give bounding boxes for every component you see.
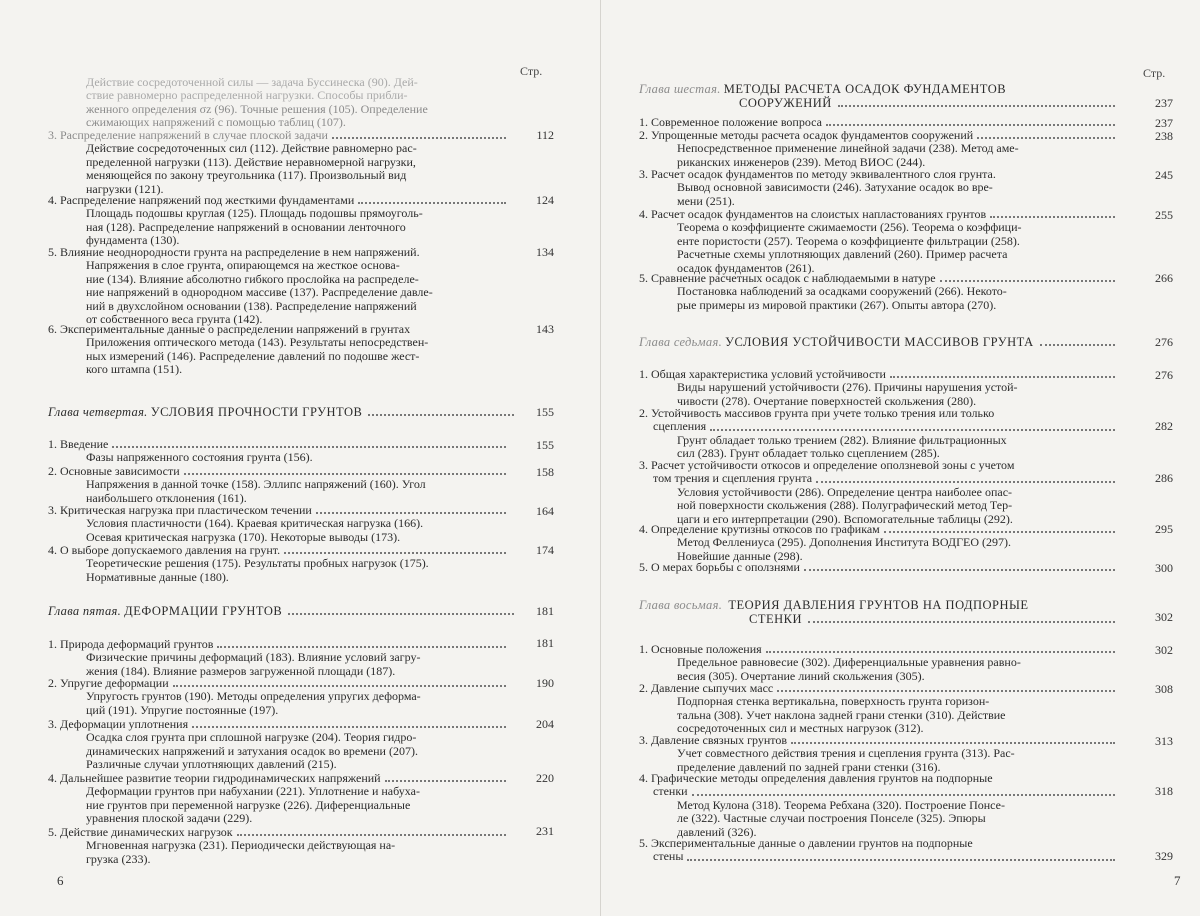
entry-title: 6. Экспериментальные данные о распределении напряжений в грунтах [48, 322, 411, 336]
entry-title-cont: сцепления [653, 419, 707, 434]
page-ref: 286 [1155, 471, 1173, 485]
entry-description: от собственного веса грунта (142). [86, 312, 263, 327]
entry-description: Непосредственное применение линейной задачи (238). Метод аме- [677, 141, 1019, 156]
entry-title: 4. Дальнейшее развитие теории гидродинамических напряжений [48, 771, 381, 785]
chapter-label: Глава шестая. [639, 82, 721, 96]
chapter-label: Глава седьмая. [639, 335, 723, 349]
entry-description: Учет совместного действия трения и сцепления грунта (313). Рас- [677, 746, 1015, 761]
entry-description: кого штампа (151). [86, 362, 183, 377]
entry-description: Осадка слоя грунта при сплошной нагрузке (204). Теория гидро- [86, 730, 417, 745]
chapter-title-cont: СООРУЖЕНИЙ [739, 96, 832, 110]
entry-description: жения (184). Влияние размеров загруженной площади (187). [86, 663, 396, 678]
toc-entry [48, 323, 510, 377]
chapter-title-cont: СТЕНКИ [749, 612, 802, 626]
entry-title: 4. Определение крутизны откосов по графикам [639, 522, 880, 536]
entry-description: ле (322). Частные случаи построения Понселе (325). Эпюры [677, 811, 986, 826]
entry-description: весия (305). Очертание линий скольжения (305). [677, 668, 925, 683]
page-ref: 329 [1155, 849, 1173, 863]
entry-description: Метод Феллениуса (295). Дополнения Института ВОДГЕО (297). [677, 535, 1012, 550]
entry-title: 2. Упругие деформации [48, 676, 169, 690]
toc-entry-continuation [48, 76, 510, 130]
page-ref: 302 [1155, 643, 1173, 657]
entry-description: меняющейся по закону треугольника (117). Произвольный вид [86, 168, 407, 183]
entry-title: 4. О выборе допускаемого давления на грунт. [48, 543, 281, 557]
entry-description: Новейшие данные (298). [677, 548, 803, 563]
chapter-label: Глава восьмая. [639, 598, 723, 612]
entry-description: ние напряжений в однородном массиве (137). Распределение давле- [86, 285, 433, 300]
entry-description: чивости (278). Очертание поверхностей скольжения (280). [677, 393, 977, 408]
entry-description: Деформации грунтов при набухании (221). Уплотнение и набуха- [86, 784, 420, 799]
entry-title: 5. О мерах борьбы с оползнями [639, 560, 800, 574]
entry-description: Условия устойчивости (286). Определение центра наиболее опас- [677, 484, 1013, 499]
page-ref: 266 [1155, 271, 1173, 285]
entry-description: осадок фундаментов (261). [677, 260, 815, 275]
entry-description: ний в двухслойном основании (138). Распределение напряжений [86, 298, 417, 313]
entry-description: Вывод основной зависимости (246). Затухание осадок во вре- [677, 180, 993, 195]
page-ref: 318 [1155, 784, 1173, 798]
entry-description: пределенной нагрузки (113). Действие неравномерной нагрузки, [86, 154, 416, 169]
entry-description: наибольшего отклонения (161). [86, 490, 247, 505]
entry-description: ние (134). Влияние абсолютно гибкого прослойка на распределе- [86, 271, 419, 286]
entry-description: сил (283). Грунт обладает только сцеплением (285). [677, 446, 940, 461]
entry-description: сжимающих напряжений с помощью таблиц (107). [86, 115, 346, 130]
entry-title: 5. Сравнение расчетных осадок с наблюдаемыми в натуре [639, 271, 936, 285]
entry-title: 1. Природа деформаций грунтов [48, 637, 214, 651]
page-ref: 124 [536, 193, 554, 207]
toc-entry [48, 504, 510, 544]
page-ref: 112 [536, 128, 554, 142]
entry-description: давлений (326). [677, 824, 757, 839]
entry-description: риканских инженеров (239). Метод ВИОС (244). [677, 154, 926, 169]
toc-entry [48, 638, 510, 678]
str-column-label: Стр. [520, 64, 543, 78]
chapter-title: ДЕФОРМАЦИИ ГРУНТОВ [124, 604, 283, 618]
entry-description: Теорема о коэффициенте сжимаемости (256). Теорема о коэффици- [677, 220, 1022, 235]
entry-title-cont: стенки [653, 784, 688, 799]
page-ref: 302 [1155, 610, 1173, 624]
toc-entry [48, 194, 510, 248]
entry-description: фундамента (130). [86, 233, 180, 248]
toc-entry [639, 523, 1119, 563]
page-ref: 190 [536, 676, 554, 690]
entry-description: Грунт обладает только трением (282). Влияние фильтрационных [677, 432, 1007, 447]
toc-entry [48, 718, 510, 772]
entry-title: 2. Основные зависимости [48, 464, 180, 478]
chapter-title: ТЕОРИЯ ДАВЛЕНИЯ ГРУНТОВ НА ПОДПОРНЫЕ [728, 598, 1029, 612]
entry-title: 1. Основные положения [639, 642, 762, 656]
entry-description: Подпорная стенка вертикальна, поверхность грунта горизон- [677, 694, 990, 709]
entry-title: 3. Критическая нагрузка при пластическом течении [48, 503, 312, 517]
toc-entry [639, 459, 1119, 526]
entry-description: рые примеры из мировой практики (267). Опыты автора (270). [677, 297, 997, 312]
entry-description: Упругость грунтов (190). Методы определения упругих деформа- [86, 689, 421, 704]
page-ref: 237 [1155, 116, 1173, 130]
entry-title: 4. Распределение напряжений под жесткими фундаментами [48, 193, 355, 207]
chapter-title: УСЛОВИЯ УСТОЙЧИВОСТИ МАССИВОВ ГРУНТА [725, 335, 1034, 349]
entry-title: 2. Устойчивость массивов грунта при учете только трения или только [639, 406, 995, 420]
entry-description: Действие сосредоточенных сил (112). Действие равномерно рас- [86, 141, 417, 156]
toc-entry [48, 465, 510, 505]
entry-title-cont: стены [653, 849, 684, 864]
page-ref: 245 [1155, 168, 1173, 182]
entry-title: 4. Расчет осадок фундаментов на слоистых напластованиях грунтов [639, 207, 987, 221]
chapter-title: УСЛОВИЯ ПРОЧНОСТИ ГРУНТОВ [150, 405, 363, 419]
toc-entry [639, 772, 1119, 839]
page-ref: 237 [1155, 96, 1173, 110]
page-ref: 204 [536, 717, 554, 731]
entry-description: Метод Кулона (318). Теорема Ребхана (320). Построение Понсе- [677, 797, 1005, 812]
chapter-title: МЕТОДЫ РАСЧЕТА ОСАДОК ФУНДАМЕНТОВ [723, 82, 1007, 96]
chapter-heading [639, 335, 1119, 349]
entry-title: 3. Деформации уплотнения [48, 717, 189, 731]
page-ref: 158 [536, 465, 554, 479]
toc-entry [639, 272, 1119, 312]
chapter-heading [48, 604, 518, 618]
entry-description: Постановка наблюдений за осадками сооружений (266). Некото- [677, 284, 1007, 299]
toc-entry [639, 682, 1119, 736]
toc-entry [48, 826, 510, 866]
entry-title: 4. Графические методы определения давления грунтов на подпорные [639, 771, 993, 785]
toc-entry [48, 677, 510, 717]
entry-description: Расчетные схемы уплотняющих давлений (260). Пример расчета [677, 247, 1008, 262]
chapter-heading [639, 598, 1119, 626]
entry-description: Напряжения в слое грунта, опирающемся на жесткое основа- [86, 258, 400, 273]
page-ref: 255 [1155, 208, 1173, 222]
page-ref: 164 [536, 504, 554, 518]
entry-description: Осевая критическая нагрузка (170). Некоторые выводы (173). [86, 529, 401, 544]
toc-entry [48, 772, 510, 826]
entry-description: мени (251). [677, 193, 735, 208]
toc-entry [48, 438, 510, 465]
entry-description: Напряжения в данной точке (158). Эллипс напряжений (160). Угол [86, 477, 426, 492]
chapter-heading [48, 405, 518, 419]
chapter-label: Глава пятая. [48, 604, 122, 618]
page-ref: 238 [1155, 129, 1173, 143]
page-ref: 276 [1155, 335, 1173, 349]
entry-description: Условия пластичности (164). Краевая критическая нагрузка (166). [86, 516, 424, 531]
page-ref: 308 [1155, 682, 1173, 696]
entry-description: Нормативные данные (180). [86, 569, 229, 584]
page-ref: 282 [1155, 419, 1173, 433]
page-ref: 155 [536, 438, 554, 452]
page-ref: 300 [1155, 561, 1173, 575]
entry-description: грузка (233). [86, 851, 151, 866]
entry-description: Теоретические решения (175). Результаты пробных нагрузок (175). [86, 556, 429, 571]
entry-description: Фазы напряженного состояния грунта (156). [86, 450, 313, 465]
entry-title: 5. Влияние неоднородности грунта на распределение в нем напряжений. [48, 245, 420, 259]
page-ref: 181 [536, 604, 554, 618]
page-ref: 220 [536, 771, 554, 785]
page-ref: 276 [1155, 368, 1173, 382]
page-number: 6 [57, 873, 64, 888]
page-ref: 155 [536, 405, 554, 419]
entry-description: пределение давлений по задней грани стенки (316). [677, 759, 941, 774]
entry-title: 2. Упрощенные методы расчета осадок фундаментов сооружений [639, 128, 974, 142]
toc-entry [639, 561, 1119, 574]
entry-description: ных измерений (146). Распределение давлений по подошве жест- [86, 348, 420, 363]
str-column-label: Стр. [1143, 66, 1166, 80]
entry-title: 5. Действие динамических нагрузок [48, 825, 233, 839]
entry-description: Действие сосредоточенной силы — задача Буссинеска (90). Дей- [86, 75, 418, 89]
entry-description: ций (191). Упругие постоянные (197). [86, 702, 279, 717]
page-ref: 231 [536, 824, 554, 838]
entry-description: Площадь подошвы круглая (125). Площадь подошвы прямоуголь- [86, 206, 423, 221]
entry-title: 1. Введение [48, 437, 109, 451]
toc-entry [639, 734, 1119, 774]
entry-description: Предельное равновесие (302). Диференциальные уравнения равно- [677, 655, 1021, 670]
entry-title: 5. Экспериментальные данные о давлении грунтов на подпорные [639, 836, 973, 850]
page-ref: 313 [1155, 734, 1173, 748]
entry-title: 3. Распределение напряжений в случае плоской задачи [48, 128, 328, 142]
entry-description: ная (128). Распределение напряжений в основании ленточного [86, 219, 406, 234]
toc-entry [639, 208, 1119, 275]
entry-title-cont: том трения и сцепления грунта [653, 471, 813, 486]
toc-entry [48, 129, 510, 196]
right-page [600, 0, 1200, 916]
toc-entry [639, 168, 1119, 208]
chapter-heading [639, 82, 1119, 110]
entry-description: женного определения σz (96). Точные решения (105). Определение [86, 101, 428, 116]
toc-entry [639, 643, 1119, 683]
toc-entry [48, 246, 510, 326]
toc-entry [639, 407, 1119, 461]
page-ref: 174 [536, 543, 554, 557]
chapter-label: Глава четвертая. [48, 405, 148, 419]
entry-description: Различные случаи уплотняющих давлений (215). [86, 757, 337, 772]
toc-entry [639, 129, 1119, 169]
page-ref: 134 [536, 245, 554, 259]
entry-title: 3. Давление связных грунтов [639, 733, 788, 747]
toc-entry [48, 544, 510, 584]
page-ref: 143 [536, 322, 554, 336]
toc-entry [639, 368, 1119, 408]
entry-title: 1. Современное положение вопроса [639, 115, 822, 129]
entry-title: 2. Давление сыпучих масс [639, 681, 774, 695]
entry-description: ствие равномерно распределенной нагрузки. Способы прибли- [86, 88, 408, 103]
entry-description: Виды нарушений устойчивости (276). Причины нарушения устой- [677, 380, 1018, 395]
entry-description: Физические причины деформаций (183). Влияние условий загру- [86, 650, 421, 665]
entry-description: енте пористости (257). Теорема о коэффициенте фильтрации (258). [677, 233, 1020, 248]
entry-description: ние грунтов при переменной нагрузке (226). Диференциальные [86, 797, 411, 812]
entry-description: Приложения оптического метода (143). Результаты непосредствен- [86, 335, 429, 350]
entry-title: 1. Общая характеристика условий устойчивости [639, 367, 886, 381]
page-ref: 181 [536, 636, 554, 650]
entry-title: 3. Расчет осадок фундаментов по методу эквивалентного слоя грунта. [639, 167, 996, 181]
page-ref: 295 [1155, 522, 1173, 536]
entry-title: 3. Расчет устойчивости откосов и определение оползневой зоны с учетом [639, 458, 1015, 472]
entry-description: нагрузки (121). [86, 181, 164, 196]
entry-description: динамических напряжений и затухания осадок во времени (207). [86, 743, 418, 758]
entry-description: цаги и его интерпретации (290). Вспомогательные таблицы (292). [677, 511, 1013, 526]
entry-description: сосредоточенных сил и местных нагрузок (312). [677, 721, 924, 736]
entry-description: уравнения плоской задачи (229). [86, 811, 253, 826]
entry-description: ной поверхности скольжения (288). Полуграфический метод Тер- [677, 498, 1013, 513]
entry-description: Мгновенная нагрузка (231). Периодически действующая на- [86, 838, 396, 853]
entry-description: тальна (308). Учет наклона задней грани стенки (310). Действие [677, 707, 1006, 722]
toc-entry [639, 837, 1119, 864]
page-number: 7 [1174, 873, 1181, 888]
